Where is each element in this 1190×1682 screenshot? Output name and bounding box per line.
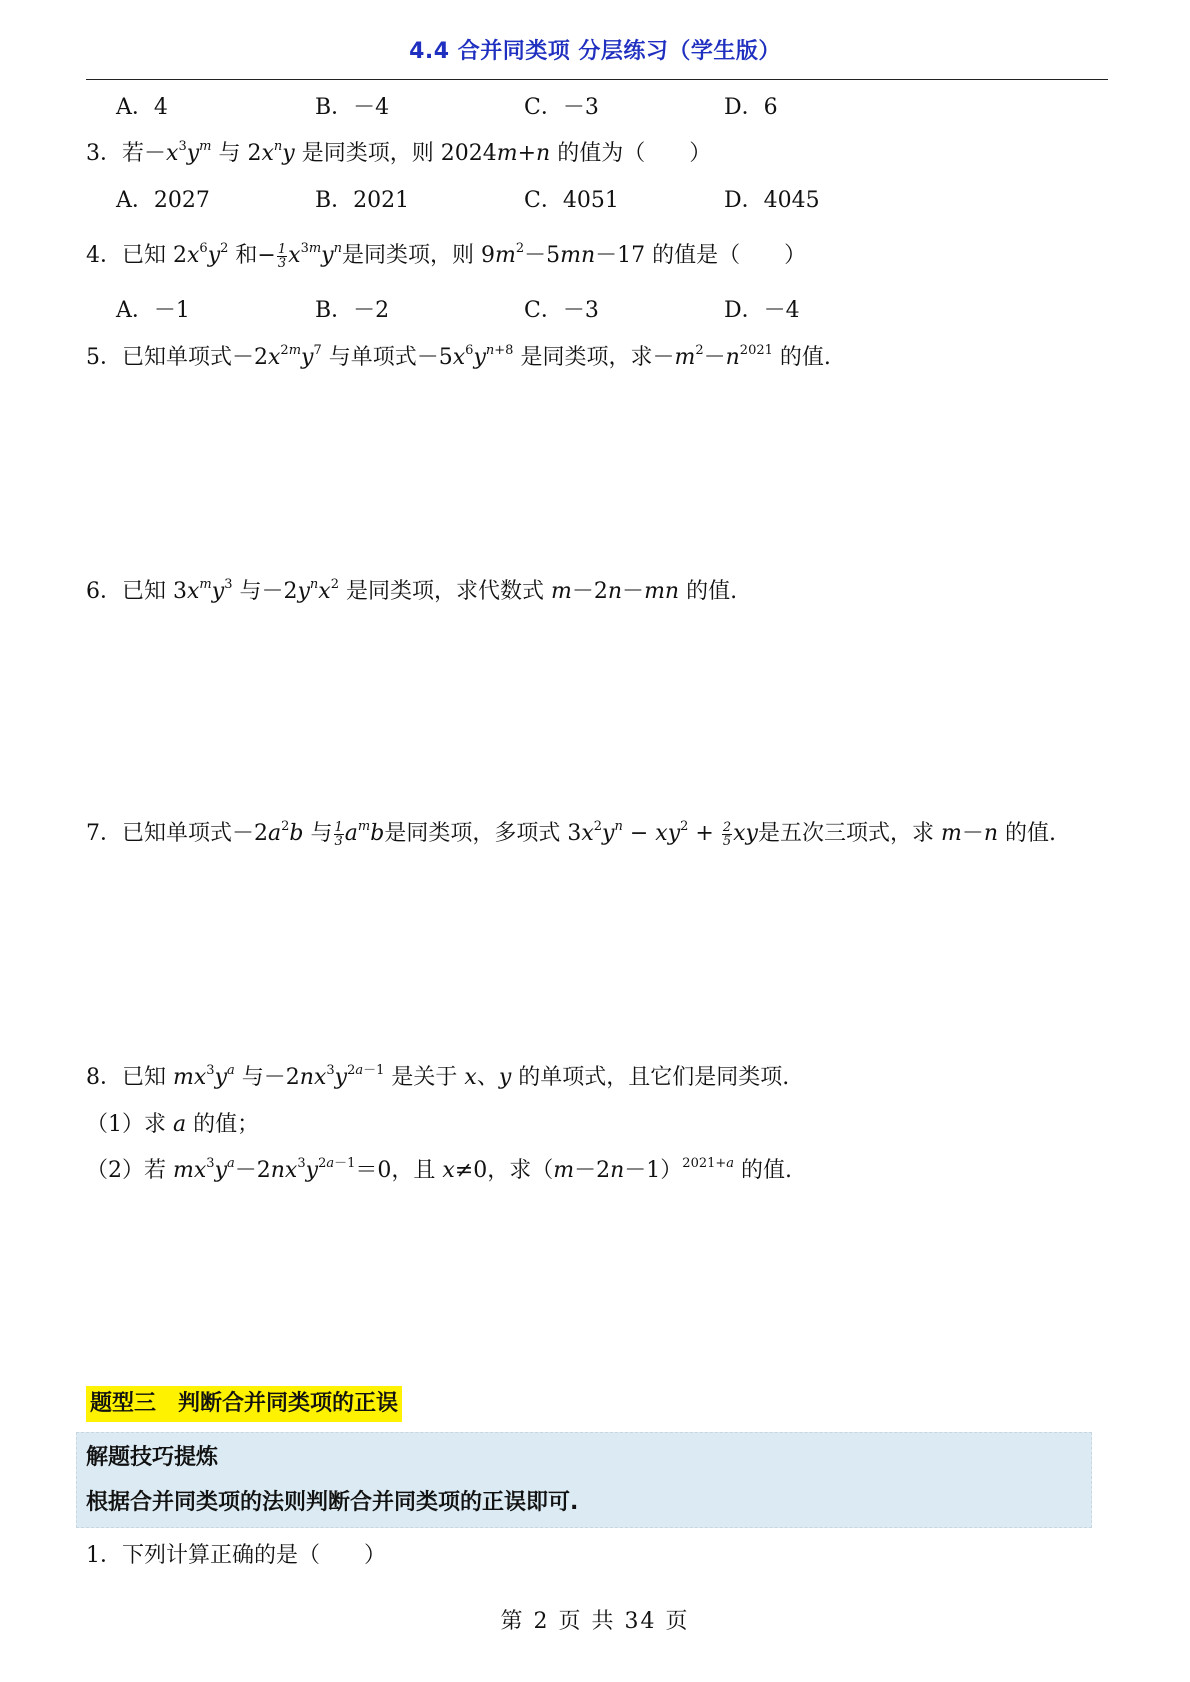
q2-option-c: C．－3 [524, 95, 599, 120]
q2-option-a: A．4 [116, 95, 168, 120]
fraction: $\frac{1}{3}$ [277, 241, 287, 271]
q4-option-a: A．－1 [116, 298, 190, 323]
question-8-part-2: （2）若 $mx^3y^a-2nx^3y^{2a-1}=0$，且 x≠0，求$(m-2n-1)^{2021+a}$ 的值. [86, 1156, 793, 1183]
question-number: 5． [86, 345, 122, 370]
q2-option-d: D．6 [724, 95, 778, 120]
q3-option-c: C．4051 [524, 188, 619, 213]
question-number: 4． [86, 243, 122, 268]
header-rule [86, 79, 1108, 80]
q4-option-c: C．－3 [524, 298, 599, 323]
tip-body: 根据合并同类项的法则判断合并同类项的正误即可. [86, 1490, 579, 1515]
question-5: 5．已知单项式$-2x^{2m}y^7$ 与单项式$-5x^6y^{n+8}$ 是同类项，求$-m^2-n^{2021}$ 的值. [86, 343, 831, 370]
question-number: 1． [86, 1543, 122, 1568]
q4-option-d: D．－4 [724, 298, 800, 323]
question-number: 6． [86, 579, 122, 604]
question-number: 7． [86, 821, 122, 846]
q4-option-b: B．－2 [315, 298, 390, 323]
question-6: 6．已知 $3x^my^3$ 与$-2y^nx^2$ 是同类项，求代数式 m－2n－mn 的值. [86, 577, 738, 604]
question-3: 3．若$-x^3y^m$ 与 $2x^ny$ 是同类项，则 2024m+n 的值为（ ） [86, 139, 712, 166]
question-next-1: 1．下列计算正确的是（ ） [86, 1543, 387, 1568]
q3-option-b: B．2021 [315, 188, 410, 213]
question-number: 3． [86, 141, 122, 166]
fraction: $\frac{2}{5}$ [722, 819, 732, 849]
q2-option-b: B．－4 [315, 95, 390, 120]
q3-option-a: A．2027 [116, 188, 210, 213]
page-footer: 第 2 页 共 34 页 [500, 1609, 690, 1634]
page-header-title: 4.4 合并同类项 分层练习（学生版） [409, 39, 781, 64]
tip-title: 解题技巧提炼 [86, 1445, 219, 1470]
section-heading: 题型三 判断合并同类项的正误 [86, 1386, 402, 1422]
question-7: 7．已知单项式$-2a^2b$ 与 $\frac{1}{3}$ $a^mb$是同类项，多项式 $3x^2y^n - xy^2$ + $\frac{2}{5}$ xy是五次三项式，求 m－n 的值. [86, 819, 1057, 849]
q3-option-d: D．4045 [724, 188, 820, 213]
question-number: 8． [86, 1065, 122, 1090]
question-8: 8．已知 $mx^3y^a$ 与$-2nx^3y^{2a-1}$ 是关于 x、y 的单项式，且它们是同类项. [86, 1063, 790, 1090]
fraction: $\frac{1}{3}$ [334, 819, 343, 849]
question-8-part-1: （1）求 a 的值； [86, 1112, 260, 1137]
question-4: 4．已知 $2x^6y^2$ 和− $\frac{1}{3}$ $x^{3m}y^n$是同类项，则 $9m^2-5mn-17$ 的值是（ ） [86, 241, 807, 271]
